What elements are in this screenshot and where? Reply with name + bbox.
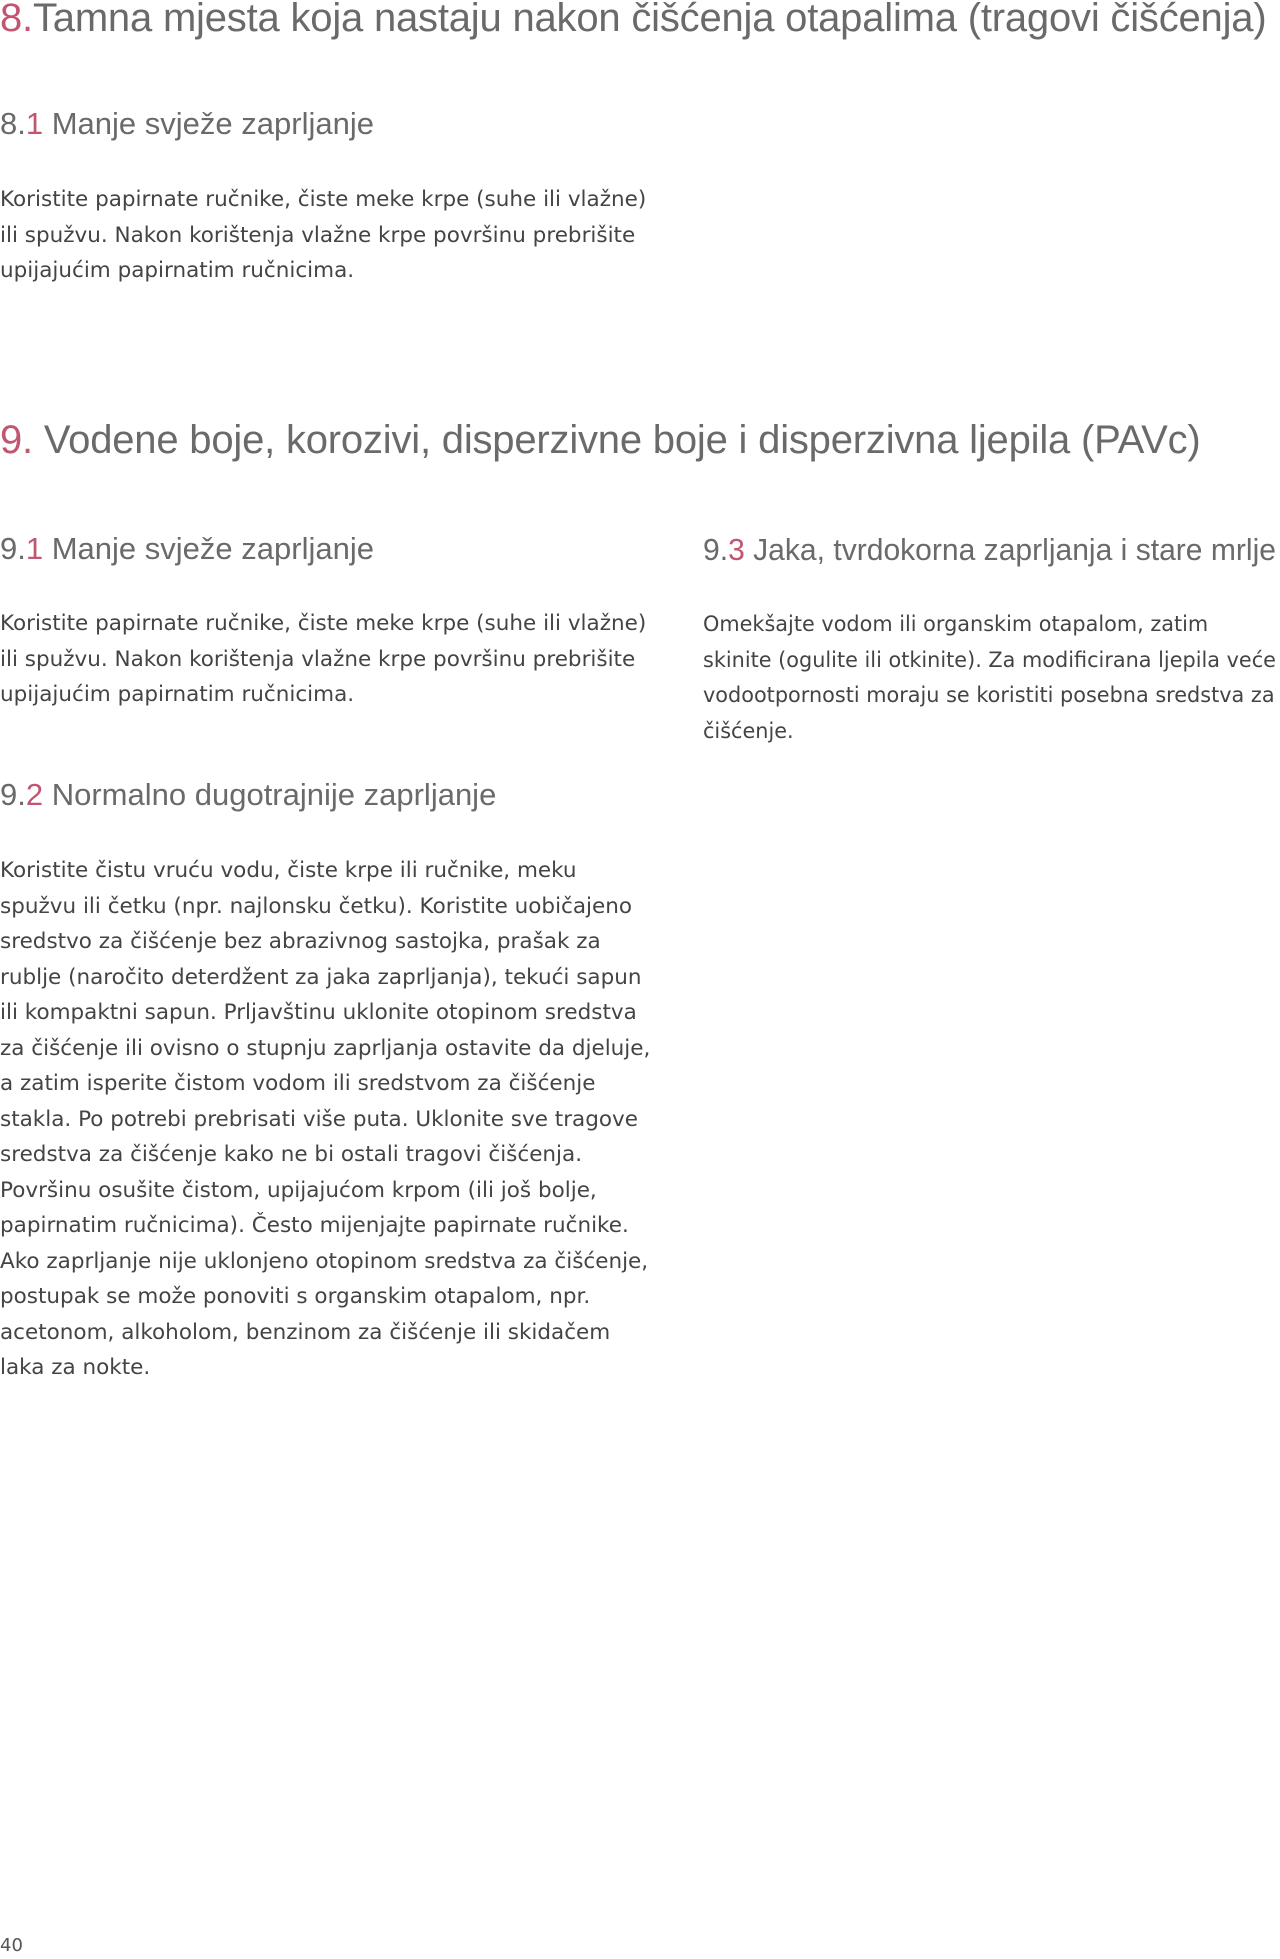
text-line: postupak se može ponoviti s organskim otapalom, npr.	[0, 1284, 591, 1309]
text-line: ili kompaktni sapun. Prljavštinu uklonite otopinom sredstva	[0, 1000, 637, 1025]
subsection-8-1-body	[0, 182, 646, 289]
text-line: upijajućim papirnatim ručnicima.	[0, 258, 355, 283]
text-line: acetonom, alkoholom, benzinom za čišćenje ili skidačem	[0, 1319, 611, 1345]
subsection-9-2-prefix: 9.	[0, 777, 26, 812]
text-line: Koristite papirnate ručnike, čiste meke krpe (suhe ili vlažne)	[0, 611, 647, 636]
text-line: Površinu osušite čistom, upijajućom krpom (ili još bolje,	[0, 1177, 597, 1203]
section-8-heading	[0, 0, 1266, 41]
text-line: vodootpornosti moraju se koristiti posebna sredstva za	[703, 683, 1275, 708]
text-line: rublje (naročito deterdžent za jaka zaprljanja), tekući sapun	[0, 964, 642, 990]
section-8-title: Tamna mjesta koja nastaju nakon čišćenja otapalima (tragovi čišćenja)	[32, 0, 1267, 40]
subsection-8-1-title: Manje svježe zaprljanje	[51, 106, 374, 141]
text-line: ili spužvu. Nakon korištenja vlažne krpe površinu prebrišite	[0, 646, 636, 672]
text-line: Koristite čistu vruću vodu, čiste krpe ili ručnike, meku	[0, 858, 577, 883]
text-line: upijajućim papirnatim ručnicima.	[0, 682, 355, 707]
subsection-9-1-number: 1	[25, 531, 44, 566]
text-line: laka za nokte.	[0, 1355, 151, 1380]
subsection-8-1-number: 1	[25, 106, 44, 141]
text-line: Koristite papirnate ručnike, čiste meke krpe (suhe ili vlažne)	[0, 187, 647, 212]
text-line: za čišćenje ili ovisno o stupnju zaprljanja ostavite da djeluje,	[0, 1035, 651, 1061]
subsection-9-3-prefix: 9.	[703, 532, 729, 567]
subsection-9-1-body	[0, 606, 646, 713]
subsection-9-3-heading	[703, 532, 1276, 568]
text-line: Ako zaprljanje nije uklonjeno otopinom sredstva za čišćenje,	[0, 1248, 649, 1274]
page-number: 40	[0, 1935, 23, 1956]
section-9-title: Vodene boje, korozivi, disperzivne boje i disperzivna ljepila (PAVc)	[43, 418, 1201, 462]
subsection-9-2-body	[0, 853, 650, 1386]
subsection-8-1-prefix: 8.	[0, 106, 26, 141]
section-9-heading	[0, 418, 1201, 463]
subsection-8-1-heading	[0, 106, 374, 142]
text-line: skinite (ogulite ili otkinite). Za modificirana ljepila veće	[703, 647, 1276, 673]
subsection-9-2-heading	[0, 777, 496, 813]
section-9-number: 9.	[0, 418, 33, 462]
text-line: sredstvo za čišćenje bez abrazivnog sastojka, prašak za	[0, 929, 601, 954]
subsection-9-2-number: 2	[25, 777, 44, 812]
text-line: čišćenje.	[703, 718, 794, 744]
subsection-9-3-body	[703, 607, 1276, 749]
text-line: ili spužvu. Nakon korištenja vlažne krpe površinu prebrišite	[0, 222, 636, 248]
subsection-9-1-prefix: 9.	[0, 531, 26, 566]
subsection-9-1-title: Manje svježe zaprljanje	[51, 531, 374, 566]
text-line: Omekšajte vodom ili organskim otapalom, zatim	[703, 612, 1209, 637]
section-8-number: 8.	[0, 0, 33, 40]
subsection-9-1-heading	[0, 531, 374, 567]
text-line: stakla. Po potrebi prebrisati više puta. Uklonite sve tragove	[0, 1106, 638, 1132]
subsection-9-2-title: Normalno dugotrajnije zaprljanje	[51, 777, 497, 812]
text-line: sredstva za čišćenje kako ne bi ostali tragovi čišćenja.	[0, 1142, 583, 1167]
subsection-9-3-title: Jaka, tvrdokorna zaprljanja i stare mrlje	[753, 532, 1276, 567]
text-line: a zatim isperite čistom vodom ili sredstvom za čišćenje	[0, 1071, 596, 1096]
text-line: papirnatim ručnicima). Često mijenjajte papirnate ručnike.	[0, 1213, 629, 1238]
subsection-9-3-number: 3	[728, 532, 745, 567]
text-line: spužvu ili četku (npr. najlonsku četku). Koristite uobičajeno	[0, 893, 633, 919]
